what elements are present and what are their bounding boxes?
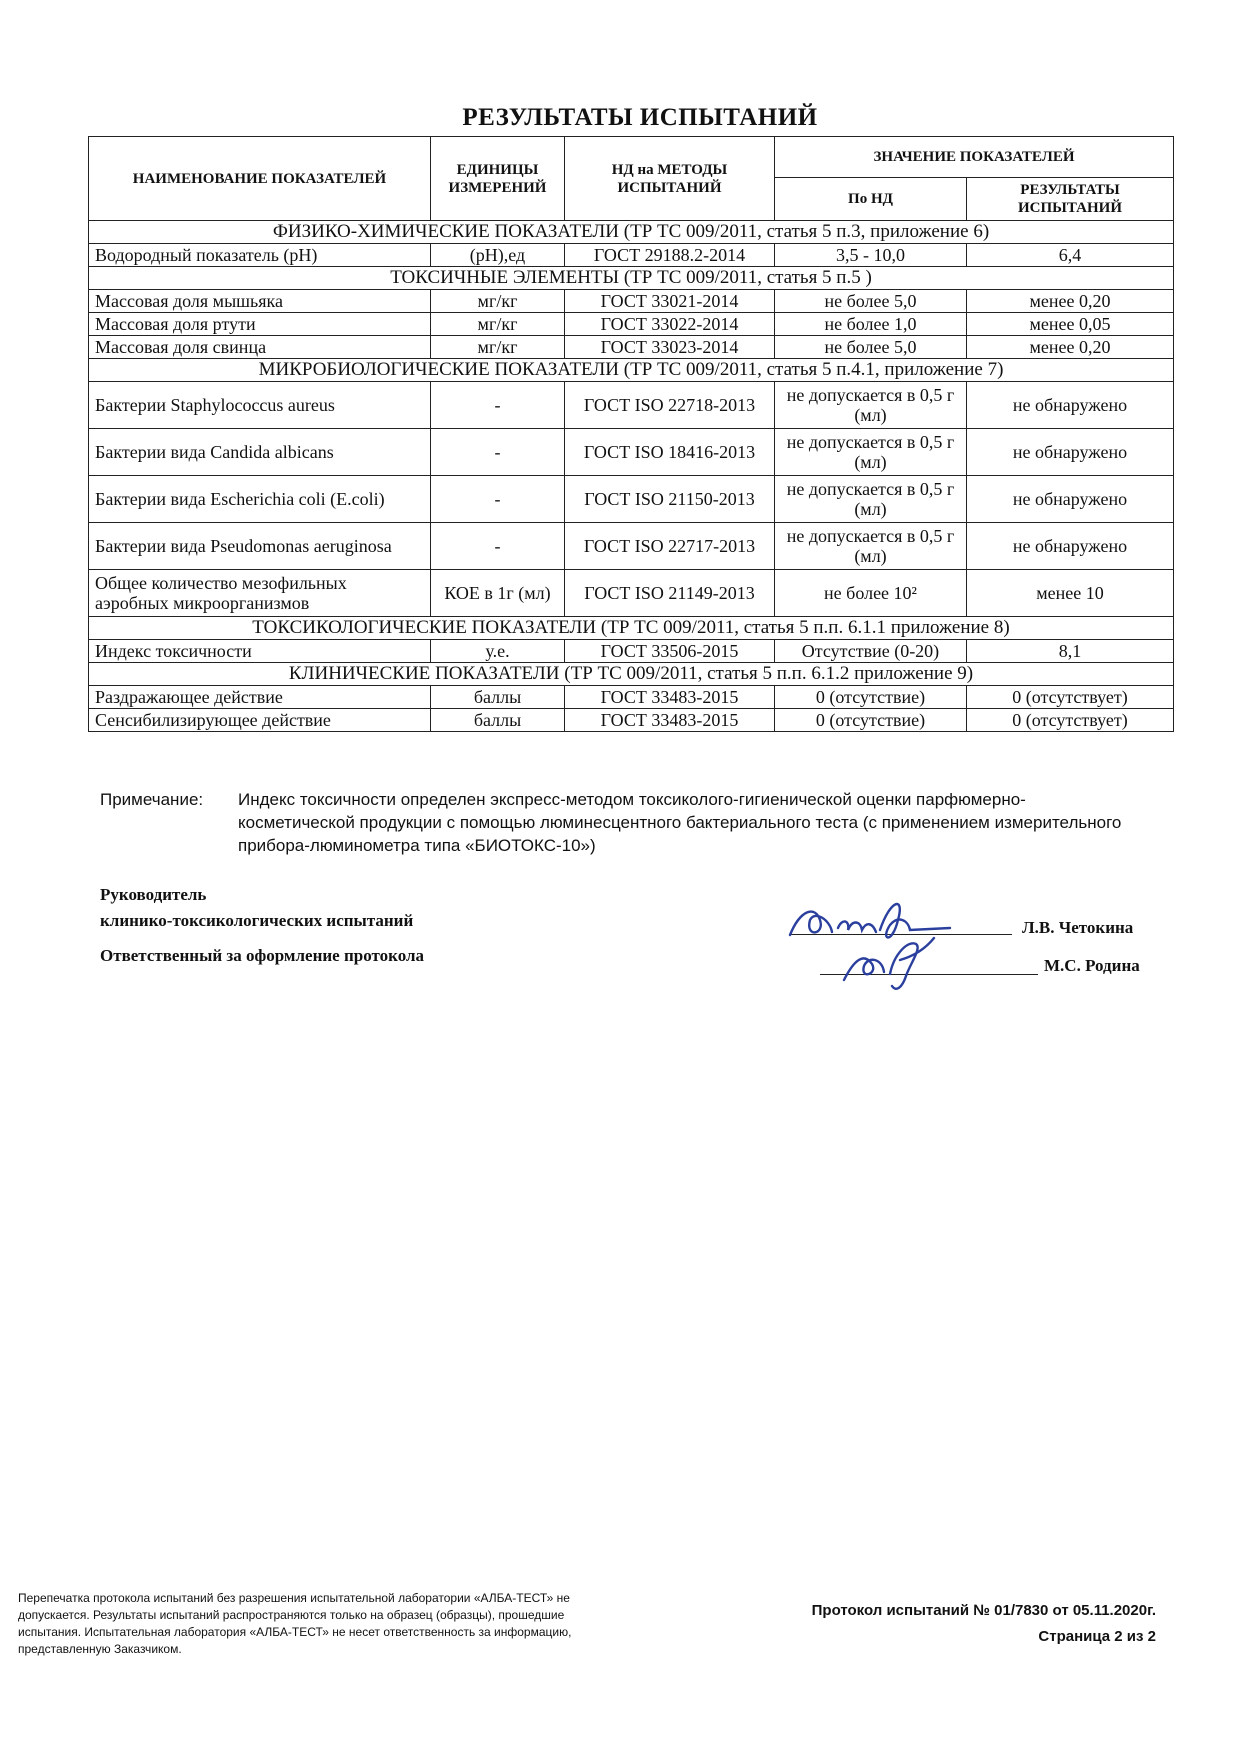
cell-name: Общее количество мезофильных аэробных микроорганизмов xyxy=(89,570,431,617)
cell-unit: баллы xyxy=(431,686,565,709)
cell-name: Сенсибилизирующее действие xyxy=(89,709,431,732)
section-title: КЛИНИЧЕСКИЕ ПОКАЗАТЕЛИ (ТР ТС 009/2011, статья 5 п.п. 6.1.2 приложение 9) xyxy=(89,663,1174,686)
table-row xyxy=(89,570,1174,617)
cell-method: ГОСТ ISO 22717-2013 xyxy=(565,523,775,570)
cell-method: ГОСТ ISO 22718-2013 xyxy=(565,382,775,429)
header-result: РЕЗУЛЬТАТЫ ИСПЫТАНИЙ xyxy=(967,178,1174,221)
table-row xyxy=(89,640,1174,663)
table-row xyxy=(89,476,1174,523)
cell-result: не обнаружено xyxy=(967,429,1174,476)
cell-norm: не допускается в 0,5 г (мл) xyxy=(775,382,967,429)
header-units: ЕДИНИЦЫ ИЗМЕРЕНИЙ xyxy=(431,137,565,221)
cell-name: Бактерии вида Candida albicans xyxy=(89,429,431,476)
cell-unit: - xyxy=(431,523,565,570)
cell-name: Массовая доля свинца xyxy=(89,336,431,359)
cell-result: не обнаружено xyxy=(967,523,1174,570)
cell-norm: 3,5 - 10,0 xyxy=(775,244,967,267)
cell-result: менее 10 xyxy=(967,570,1174,617)
cell-norm: не более 5,0 xyxy=(775,290,967,313)
cell-method: ГОСТ 33022-2014 xyxy=(565,313,775,336)
note-text: Индекс токсичности определен экспресс-методом токсиколого-гигиенической оценки парфюмерно-косметической продукции с помощью люминесцентного бактериального теста (с применением измерительного прибора-люминометра типа «БИОТОКС-10») xyxy=(238,790,1122,855)
head-title xyxy=(100,882,413,934)
cell-norm: не более 1,0 xyxy=(775,313,967,336)
section-title: ТОКСИЧНЫЕ ЭЛЕМЕНТЫ (ТР ТС 009/2011, статья 5 п.5 ) xyxy=(89,267,1174,290)
footer-protocol-info xyxy=(812,1598,1156,1650)
cell-method: ГОСТ 33506-2015 xyxy=(565,640,775,663)
cell-result: менее 0,20 xyxy=(967,336,1174,359)
header-values: ЗНАЧЕНИЕ ПОКАЗАТЕЛЕЙ xyxy=(775,137,1174,178)
cell-norm: не допускается в 0,5 г (мл) xyxy=(775,523,967,570)
cell-method: ГОСТ ISO 21149-2013 xyxy=(565,570,775,617)
table-row xyxy=(89,429,1174,476)
cell-result: 6,4 xyxy=(967,244,1174,267)
table-row xyxy=(89,686,1174,709)
results-table xyxy=(88,136,1174,732)
cell-name: Массовая доля ртути xyxy=(89,313,431,336)
cell-result: менее 0,05 xyxy=(967,313,1174,336)
cell-method: ГОСТ 33023-2014 xyxy=(565,336,775,359)
cell-unit: - xyxy=(431,476,565,523)
cell-result: не обнаружено xyxy=(967,476,1174,523)
cell-unit: мг/кг xyxy=(431,313,565,336)
cell-norm: Отсутствие (0-20) xyxy=(775,640,967,663)
cell-unit: у.е. xyxy=(431,640,565,663)
table-row xyxy=(89,336,1174,359)
head-name: Л.В. Четокина xyxy=(1022,918,1134,937)
cell-name: Бактерии вида Escherichia coli (E.coli) xyxy=(89,476,431,523)
section-title: МИКРОБИОЛОГИЧЕСКИЕ ПОКАЗАТЕЛИ (ТР ТС 009/2011, статья 5 п.4.1, приложение 7) xyxy=(89,359,1174,382)
cell-method: ГОСТ 33483-2015 xyxy=(565,709,775,732)
responsible-signature xyxy=(830,930,950,996)
section-title: ТОКСИКОЛОГИЧЕСКИЕ ПОКАЗАТЕЛИ (ТР ТС 009/2011, статья 5 п.п. 6.1.1 приложение 8) xyxy=(89,617,1174,640)
responsible-title: Ответственный за оформление протокола xyxy=(100,946,425,965)
cell-norm: 0 (отсутствие) xyxy=(775,709,967,732)
cell-unit: мг/кг xyxy=(431,290,565,313)
cell-norm: не допускается в 0,5 г (мл) xyxy=(775,429,967,476)
cell-result: 0 (отсутствует) xyxy=(967,686,1174,709)
table-row xyxy=(89,290,1174,313)
header-norm: По НД xyxy=(775,178,967,221)
cell-result: не обнаружено xyxy=(967,382,1174,429)
table-row xyxy=(89,709,1174,732)
cell-norm: 0 (отсутствие) xyxy=(775,686,967,709)
cell-result: 8,1 xyxy=(967,640,1174,663)
header-name: НАИМЕНОВАНИЕ ПОКАЗАТЕЛЕЙ xyxy=(89,137,431,221)
cell-unit: баллы xyxy=(431,709,565,732)
cell-norm: не допускается в 0,5 г (мл) xyxy=(775,476,967,523)
head-title-line2: клинико-токсикологических испытаний xyxy=(100,911,414,930)
cell-unit: КОЕ в 1г (мл) xyxy=(431,570,565,617)
cell-name: Бактерии вида Pseudomonas aeruginosa xyxy=(89,523,431,570)
section-title: ФИЗИКО-ХИМИЧЕСКИЕ ПОКАЗАТЕЛИ (ТР ТС 009/2011, статья 5 п.3, приложение 6) xyxy=(89,221,1174,244)
head-title-line1: Руководитель xyxy=(100,885,207,904)
cell-result: 0 (отсутствует) xyxy=(967,709,1174,732)
cell-name: Раздражающее действие xyxy=(89,686,431,709)
cell-unit: - xyxy=(431,429,565,476)
cell-result: менее 0,20 xyxy=(967,290,1174,313)
table-row xyxy=(89,382,1174,429)
table-row xyxy=(89,313,1174,336)
cell-norm: не более 10² xyxy=(775,570,967,617)
table-row xyxy=(89,523,1174,570)
cell-norm: не более 5,0 xyxy=(775,336,967,359)
cell-method: ГОСТ 33483-2015 xyxy=(565,686,775,709)
note-label: Примечание: xyxy=(100,790,204,809)
cell-name: Массовая доля мышьяка xyxy=(89,290,431,313)
cell-unit: (рН),ед xyxy=(431,244,565,267)
cell-method: ГОСТ 29188.2-2014 xyxy=(565,244,775,267)
footer-disclaimer: Перепечатка протокола испытаний без разрешения испытательной лаборатории «АЛБА-ТЕСТ» не допускается. Результаты испытаний распространяются только на образец (образцы), прошедшие испытания. Испытательная лаборатория «АЛБА-ТЕСТ» не несет ответственность за информацию, представленную Заказчиком. xyxy=(18,1591,572,1656)
page-number: Страница 2 из 2 xyxy=(1038,1628,1156,1645)
responsible-name: М.С. Родина xyxy=(1044,956,1140,975)
protocol-number: Протокол испытаний № 01/7830 от 05.11.2020г. xyxy=(811,1602,1156,1619)
table-row xyxy=(89,244,1174,267)
cell-method: ГОСТ 33021-2014 xyxy=(565,290,775,313)
cell-unit: - xyxy=(431,382,565,429)
cell-name: Водородный показатель (рН) xyxy=(89,244,431,267)
header-method: НД на МЕТОДЫ ИСПЫТАНИЙ xyxy=(565,137,775,221)
cell-name: Бактерии Staphylococcus aureus xyxy=(89,382,431,429)
cell-method: ГОСТ ISO 18416-2013 xyxy=(565,429,775,476)
cell-method: ГОСТ ISO 21150-2013 xyxy=(565,476,775,523)
page-title: РЕЗУЛЬТАТЫ ИСПЫТАНИЙ xyxy=(462,104,818,131)
cell-unit: мг/кг xyxy=(431,336,565,359)
cell-name: Индекс токсичности xyxy=(89,640,431,663)
